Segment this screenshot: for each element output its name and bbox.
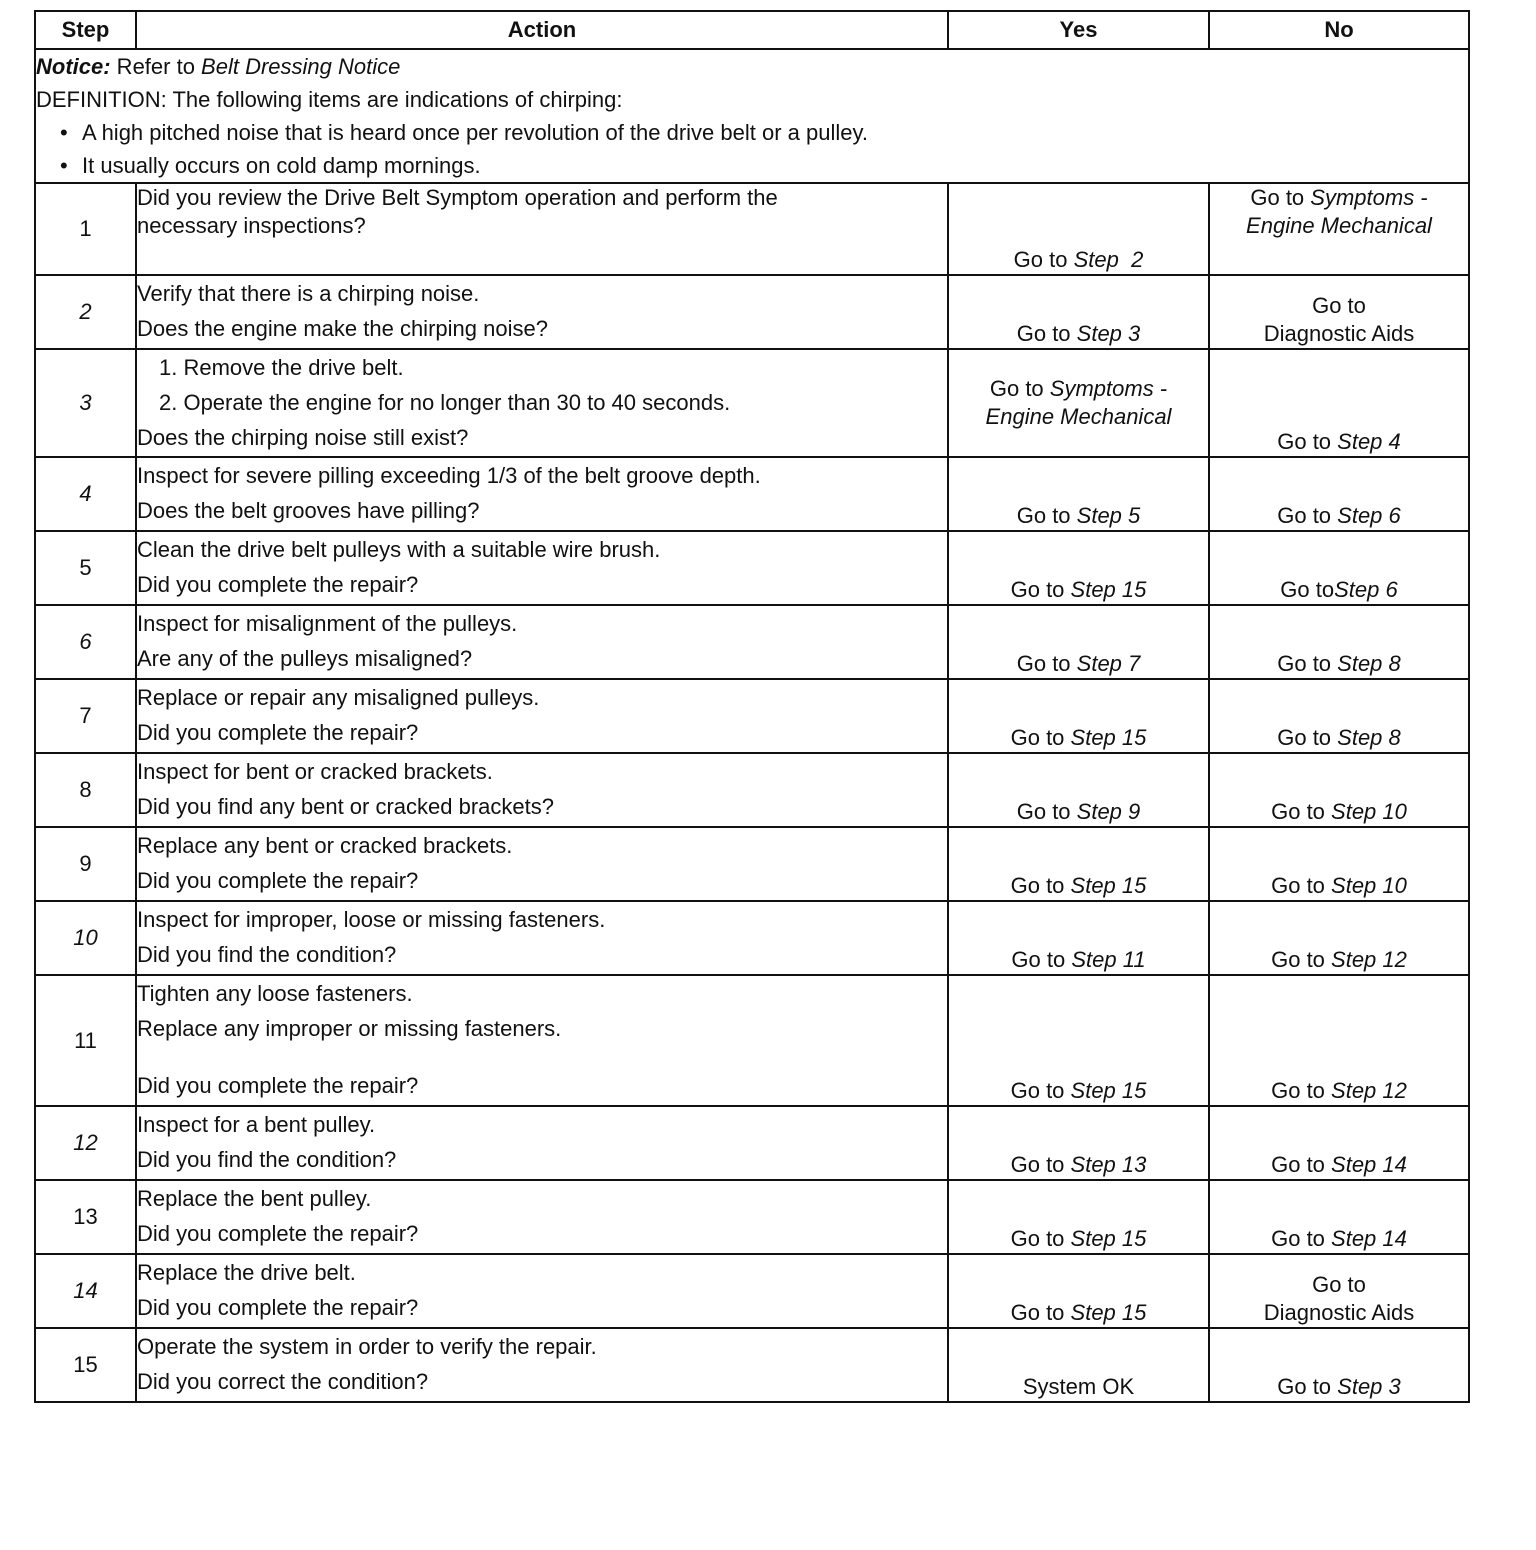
step-row: [35, 531, 1469, 605]
definition-line: DEFINITION: The following items are indications of chirping:: [36, 87, 623, 112]
action-line: Does the belt grooves have pilling?: [137, 498, 480, 523]
yes-cell: [948, 1254, 1209, 1328]
goto-link[interactable]: Diagnostic Aids: [1263, 321, 1415, 346]
notice-line: [36, 50, 1468, 83]
no-cell: [1209, 275, 1469, 349]
step-row: [35, 901, 1469, 975]
step-row: [35, 183, 1469, 275]
goto-link[interactable]: Symptoms -: [1049, 376, 1168, 401]
action-line: Inspect for a bent pulley.: [137, 1112, 376, 1137]
goto-text: Go to: [1312, 293, 1366, 318]
action-cell: [136, 901, 948, 975]
step-row: [35, 1180, 1469, 1254]
step-row: [35, 1328, 1469, 1402]
step-number: 4: [35, 457, 136, 531]
action-line: Did you correct the condition?: [137, 1369, 429, 1394]
action-line: Did you find the condition?: [137, 1147, 397, 1172]
action-line: Clean the drive belt pulleys with a suitable wire brush.: [137, 537, 661, 562]
goto-link[interactable]: Step 3: [1076, 321, 1141, 346]
goto-link[interactable]: Symptoms -: [1310, 185, 1428, 210]
goto-link[interactable]: Step 10: [1331, 799, 1407, 824]
spacer: [137, 1046, 947, 1068]
goto-text: Go to: [1277, 651, 1338, 676]
goto-link[interactable]: Step 8: [1337, 651, 1401, 676]
action-line: Replace the bent pulley.: [137, 1186, 372, 1211]
yes-cell: [948, 275, 1209, 349]
step-row: [35, 975, 1469, 1106]
goto-text: Go to: [989, 376, 1050, 401]
yes-cell: [948, 1180, 1209, 1254]
no-cell: [1209, 1106, 1469, 1180]
goto-link[interactable]: Step 12: [1331, 947, 1407, 972]
no-cell: [1209, 605, 1469, 679]
definition-bullet: [36, 149, 1468, 182]
step-row: [35, 753, 1469, 827]
goto-link[interactable]: Engine Mechanical: [1246, 213, 1432, 238]
no-cell: [1209, 827, 1469, 901]
action-line: Does the chirping noise still exist?: [137, 425, 469, 450]
header-yes: Yes: [948, 11, 1209, 49]
goto-link[interactable]: Step 11: [1071, 947, 1146, 972]
notice-reference: Belt Dressing Notice: [201, 54, 401, 79]
yes-cell: [948, 901, 1209, 975]
action-line: Inspect for misalignment of the pulleys.: [137, 611, 518, 636]
action-line: necessary inspections?: [137, 213, 366, 238]
header-action: Action: [136, 11, 948, 49]
step-number: 13: [35, 1180, 136, 1254]
yes-cell: [948, 531, 1209, 605]
action-line: Inspect for bent or cracked brackets.: [137, 759, 493, 784]
action-line: Did you find any bent or cracked brackets?: [137, 794, 555, 819]
step-number: 10: [35, 901, 136, 975]
goto-link[interactable]: Step 8: [1337, 725, 1401, 750]
system-ok-text: System OK: [1022, 1374, 1135, 1399]
bullet-text: A high pitched noise that is heard once per revolution of the drive belt or a pulley.: [82, 120, 868, 145]
goto-text: Go to: [1010, 1226, 1071, 1251]
no-cell: [1209, 1328, 1469, 1402]
step-number: 11: [35, 975, 136, 1106]
action-cell: [136, 349, 948, 457]
action-line: Replace any improper or missing fasteners.: [137, 1016, 562, 1041]
step-number: 9: [35, 827, 136, 901]
no-cell: [1209, 457, 1469, 531]
action-line: Did you complete the repair?: [137, 1221, 419, 1246]
goto-link[interactable]: Step 15: [1070, 725, 1147, 750]
goto-link[interactable]: Step 6: [1334, 577, 1398, 602]
action-line: Are any of the pulleys misaligned?: [137, 646, 473, 671]
action-line: 2. Operate the engine for no longer than 30 to 40 seconds.: [159, 390, 731, 415]
goto-text: Go to: [1271, 1226, 1332, 1251]
notice-text: Refer to: [110, 54, 202, 79]
goto-link[interactable]: Step 4: [1337, 429, 1401, 454]
goto-link[interactable]: Engine Mechanical: [985, 404, 1172, 429]
bullet-text: It usually occurs on cold damp mornings.: [82, 153, 481, 178]
no-cell: [1209, 1180, 1469, 1254]
notice-label: Notice:: [36, 54, 111, 79]
action-line: Inspect for severe pilling exceeding 1/3 of the belt groove depth.: [137, 463, 761, 488]
goto-link[interactable]: Step 2: [1073, 247, 1144, 272]
step-row: [35, 349, 1469, 457]
goto-link[interactable]: Step 14: [1331, 1226, 1407, 1251]
action-cell: [136, 1328, 948, 1402]
definition-bullet: [36, 116, 1468, 149]
action-line: Replace any bent or cracked brackets.: [137, 833, 513, 858]
goto-text: Go to: [1016, 799, 1077, 824]
step-number: 5: [35, 531, 136, 605]
action-line: 1. Remove the drive belt.: [159, 355, 404, 380]
goto-text: Go to: [1271, 873, 1332, 898]
goto-link[interactable]: Step 5: [1076, 503, 1141, 528]
action-line: Tighten any loose fasteners.: [137, 981, 413, 1006]
no-cell: [1209, 975, 1469, 1106]
no-cell: [1209, 183, 1469, 275]
goto-link[interactable]: Step 10: [1331, 873, 1407, 898]
action-cell: [136, 827, 948, 901]
goto-text: Go to: [1271, 1078, 1332, 1103]
no-cell: [1209, 1254, 1469, 1328]
step-row: [35, 275, 1469, 349]
goto-text: Go to: [1010, 725, 1071, 750]
action-cell: [136, 1106, 948, 1180]
goto-text: Go to: [1271, 947, 1332, 972]
yes-cell: [948, 975, 1209, 1106]
no-cell: [1209, 349, 1469, 457]
goto-text: Go to: [1010, 577, 1071, 602]
action-cell: [136, 679, 948, 753]
goto-link[interactable]: Step 9: [1076, 799, 1141, 824]
goto-text: Go to: [1010, 873, 1071, 898]
yes-cell: [948, 183, 1209, 275]
goto-text: Go to: [1016, 651, 1077, 676]
yes-cell: [948, 1106, 1209, 1180]
goto-text: Go to: [1277, 725, 1338, 750]
step-number: 2: [35, 275, 136, 349]
no-cell: [1209, 679, 1469, 753]
goto-text: Go to: [1312, 1272, 1366, 1297]
goto-link[interactable]: Step 13: [1070, 1152, 1147, 1177]
action-cell: [136, 975, 948, 1106]
notice-cell: [35, 49, 1469, 183]
goto-link[interactable]: Step 3: [1337, 1374, 1401, 1399]
step-number: 12: [35, 1106, 136, 1180]
goto-link[interactable]: Step 15: [1070, 873, 1147, 898]
action-cell: [136, 275, 948, 349]
goto-text: Go to: [1010, 1300, 1071, 1325]
action-cell: [136, 183, 948, 275]
no-cell: [1209, 531, 1469, 605]
goto-text: Go to: [1011, 947, 1072, 972]
action-cell: [136, 457, 948, 531]
goto-link[interactable]: Step 14: [1331, 1152, 1407, 1177]
action-line: Did you complete the repair?: [137, 720, 419, 745]
diagnostic-table: [34, 10, 1470, 1403]
goto-text: Go to: [1277, 1374, 1338, 1399]
action-line: Replace the drive belt.: [137, 1260, 356, 1285]
yes-cell: [948, 605, 1209, 679]
action-line: Did you complete the repair?: [137, 1295, 419, 1320]
action-line: Inspect for improper, loose or missing fasteners.: [137, 907, 606, 932]
step-row: [35, 1106, 1469, 1180]
goto-text: Go to: [1271, 799, 1332, 824]
no-cell: [1209, 753, 1469, 827]
action-line: Operate the system in order to verify the repair.: [137, 1334, 597, 1359]
goto-text: Go to: [1250, 185, 1311, 210]
goto-link[interactable]: Step 15: [1070, 1226, 1147, 1251]
step-number: 7: [35, 679, 136, 753]
no-cell: [1209, 901, 1469, 975]
yes-cell: [948, 827, 1209, 901]
step-number: 3: [35, 349, 136, 457]
goto-text: Go to: [1271, 1152, 1332, 1177]
step-row: [35, 605, 1469, 679]
goto-link[interactable]: Step 15: [1070, 577, 1147, 602]
goto-link[interactable]: Step 7: [1076, 651, 1141, 676]
header-no: No: [1209, 11, 1469, 49]
header-step: Step: [35, 11, 136, 49]
step-number: 15: [35, 1328, 136, 1402]
yes-cell: [948, 349, 1209, 457]
yes-cell: [948, 679, 1209, 753]
step-row: [35, 679, 1469, 753]
action-line: Verify that there is a chirping noise.: [137, 281, 480, 306]
yes-cell: [948, 753, 1209, 827]
action-cell: [136, 531, 948, 605]
action-cell: [136, 1180, 948, 1254]
step-number: 14: [35, 1254, 136, 1328]
goto-text: Go to: [1277, 429, 1338, 454]
goto-text: Go to: [1277, 503, 1338, 528]
action-line: Did you review the Drive Belt Symptom operation and perform the: [137, 185, 778, 210]
action-cell: [136, 1254, 948, 1328]
goto-link[interactable]: Step 15: [1070, 1078, 1147, 1103]
notice-row: [35, 49, 1469, 183]
action-cell: [136, 605, 948, 679]
goto-link[interactable]: Step 15: [1070, 1300, 1147, 1325]
header-row: [35, 11, 1469, 49]
goto-text: Go to: [1280, 577, 1335, 602]
goto-text: Go to: [1010, 1152, 1071, 1177]
goto-text: Go to: [1013, 247, 1074, 272]
step-number: 6: [35, 605, 136, 679]
step-number: 8: [35, 753, 136, 827]
goto-link[interactable]: Diagnostic Aids: [1263, 1300, 1415, 1325]
goto-text: Go to: [1016, 321, 1077, 346]
action-line: Did you complete the repair?: [137, 572, 419, 597]
goto-link[interactable]: Step 6: [1337, 503, 1401, 528]
action-line: Did you find the condition?: [137, 942, 397, 967]
action-line: Did you complete the repair?: [137, 1073, 419, 1098]
action-line: Does the engine make the chirping noise?: [137, 316, 548, 341]
bullet-icon: •: [60, 120, 68, 145]
action-line: Replace or repair any misaligned pulleys.: [137, 685, 540, 710]
bullet-icon: •: [60, 153, 68, 178]
step-row: [35, 827, 1469, 901]
step-number: 1: [35, 183, 136, 275]
step-row: [35, 1254, 1469, 1328]
yes-cell: [948, 1328, 1209, 1402]
yes-cell: [948, 457, 1209, 531]
goto-text: Go to: [1010, 1078, 1071, 1103]
action-cell: [136, 753, 948, 827]
action-line: Did you complete the repair?: [137, 868, 419, 893]
goto-text: Go to: [1016, 503, 1077, 528]
goto-link[interactable]: Step 12: [1331, 1078, 1407, 1103]
step-row: [35, 457, 1469, 531]
